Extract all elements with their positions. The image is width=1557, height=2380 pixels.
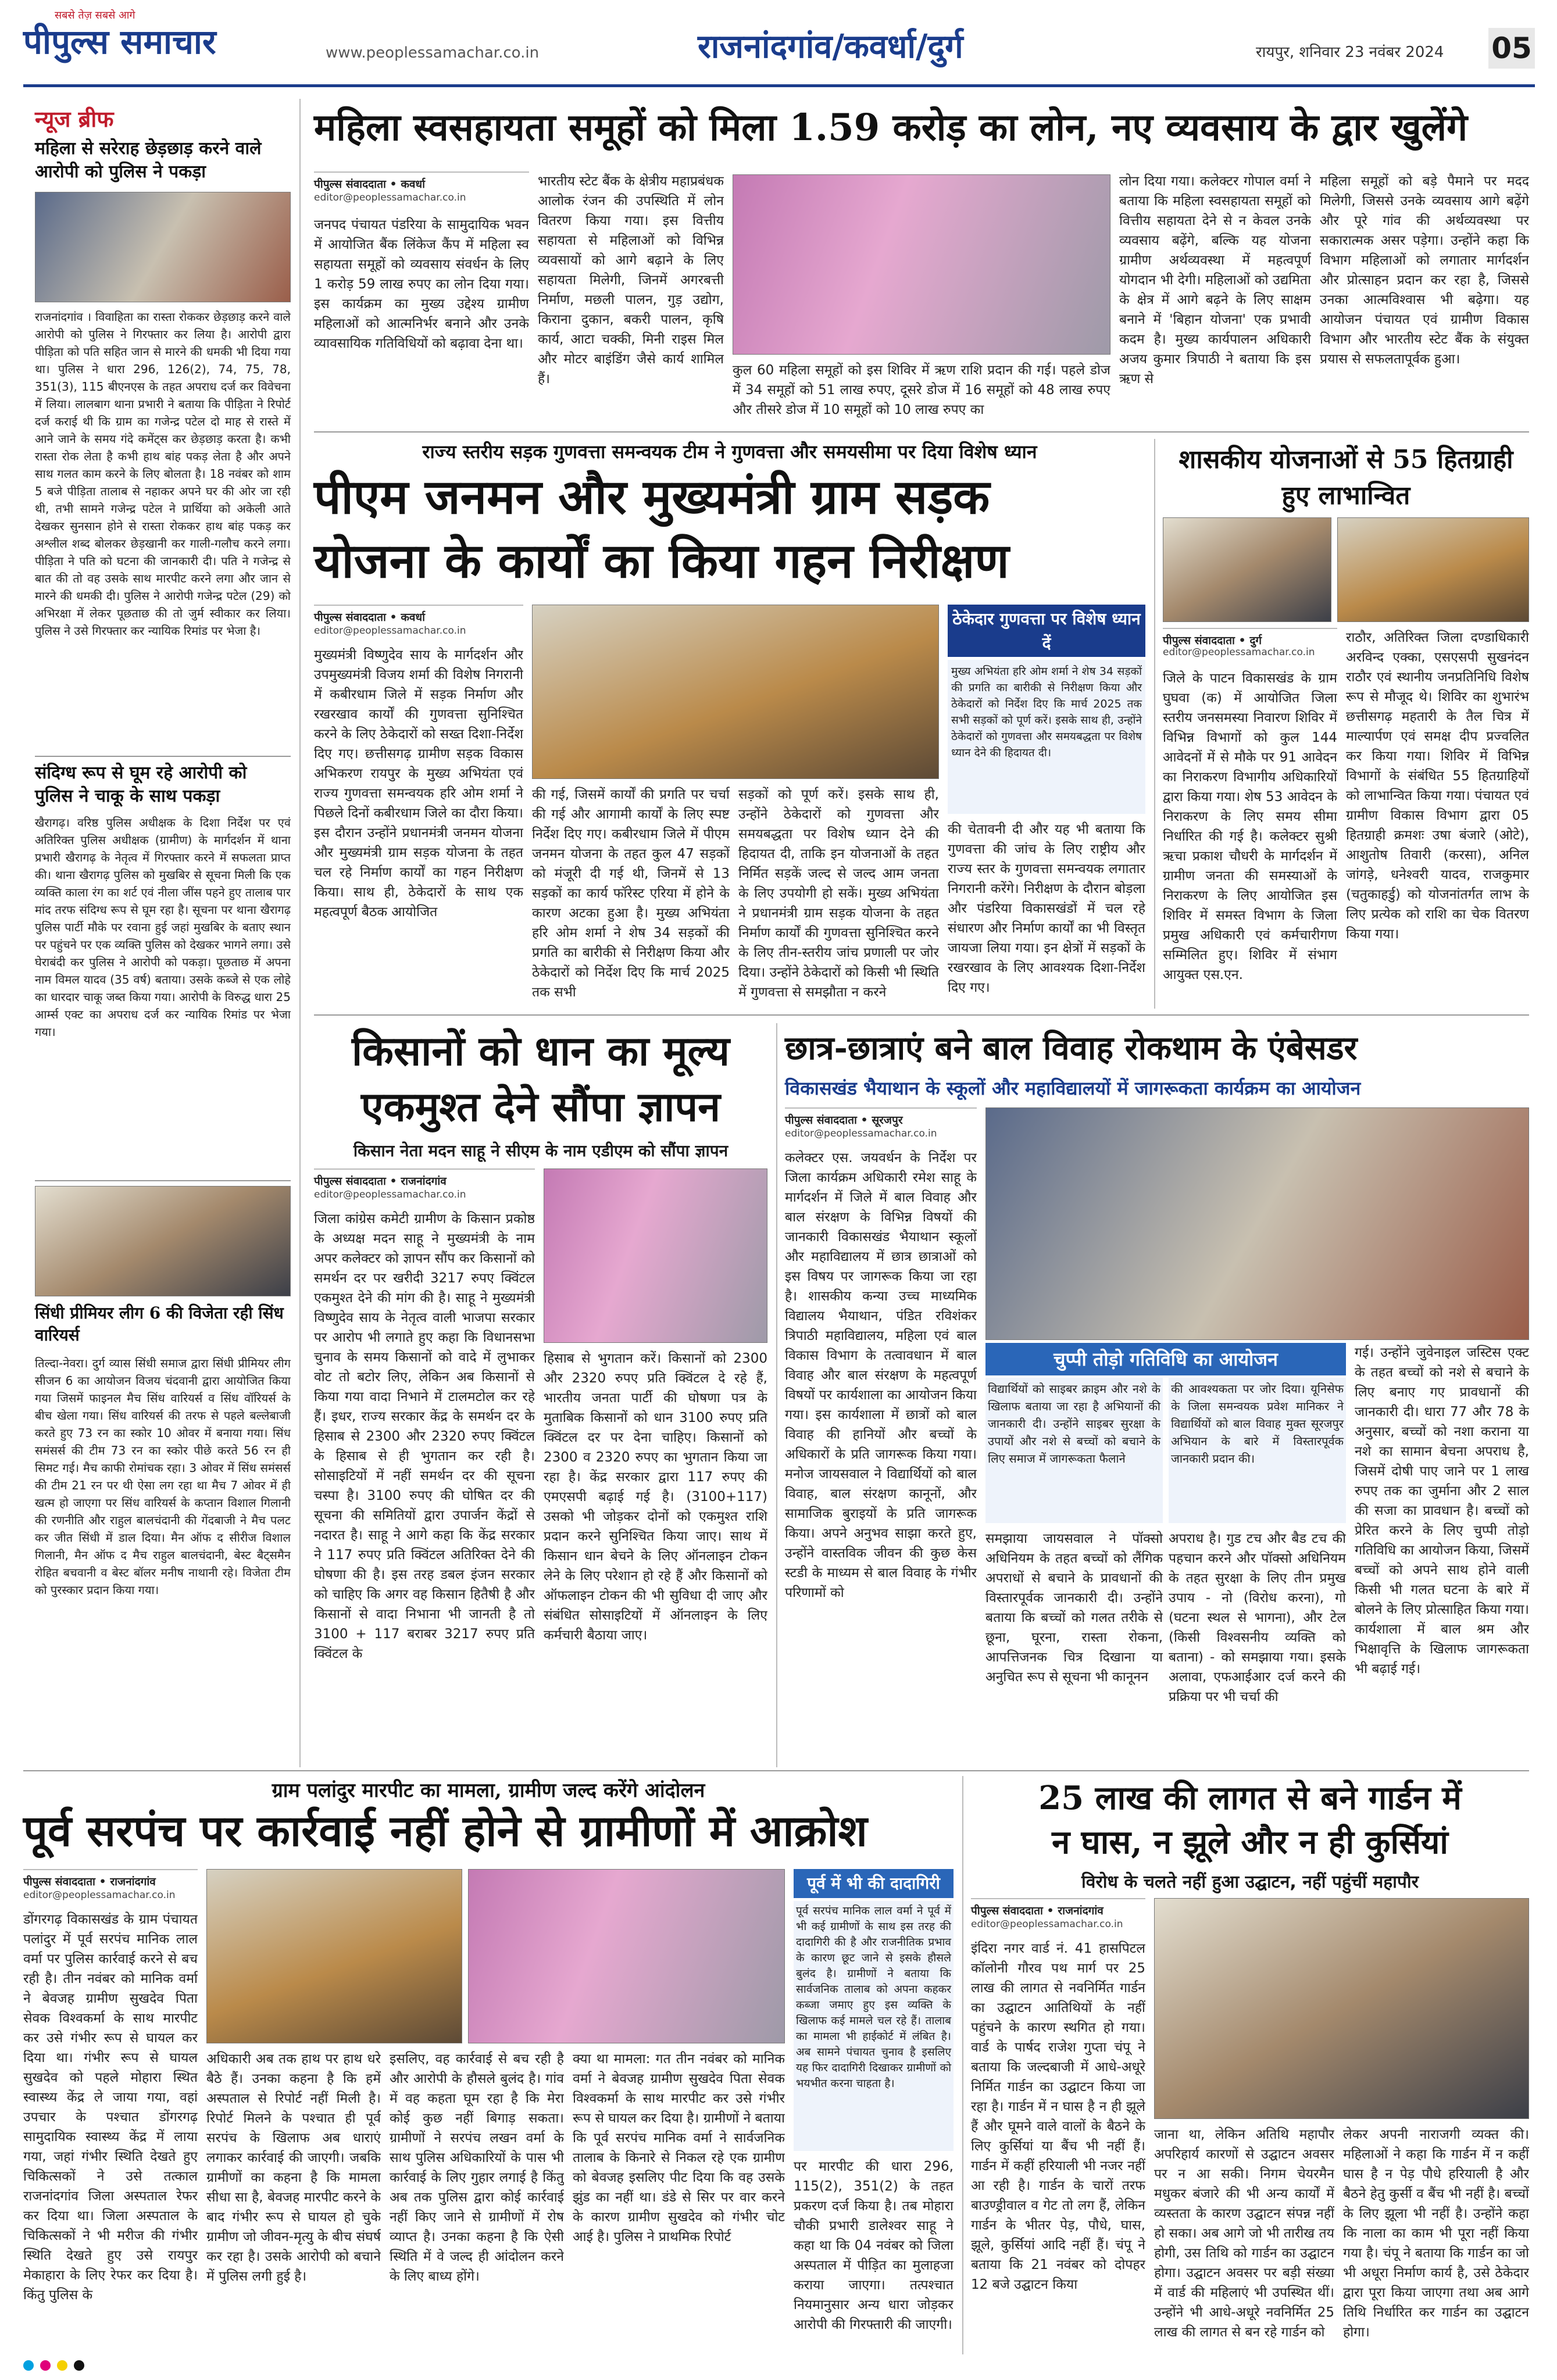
print-registration-marks [23,2360,1535,2372]
brief-1-photo [35,192,291,302]
brief-3-headline: सिंधी प्रीमियर लीग 6 की विजेता रही सिंध वारियर्स [35,1303,284,1345]
story-5-deck: विकासखंड भैयाथान के स्कूलों और महाविद्यालयों में जागरूकता कार्यक्रम का आयोजन [785,1077,1361,1099]
story-1-col-4: महिला समूहों को बड़े पैमाने पर मदद मिलेगी, जिससे उनके व्यवसाय आगे बढ़ेंगे और पूरे गांव की अर्थव्यवस्था पर सकारात्मक असर पड़ेगा। उन्होंने कहा कि विभाग महिलाओं को लगातार मार्गदर्शन और प्रोत्साहन प्रदान कर रहा है, जिससे उनका आत्मविश्वास भी बढ़ेगा। यह आयोजन पंचायत एवं ग्रामीण विकास विभाग और भारतीय स्टेट बैंक के संयुक्त प्रयास से सफलतापूर्वक हुआ। [1320,174,1529,367]
story-3-photo-2 [1337,517,1529,622]
story-6-col-5: पर मारपीट की धारा 296, 115(2), 351(2) के तहत प्रकरण दर्ज किया है। तब मोहारा चौकी प्रभारी डालेश्वर साहू ने कहा था कि 04 नवंबर को जिला अस्पताल में पीड़ित का मुलाहजा कराया जाएगा। तत्पश्चात नियमानुसार अन्य धारा जोड़कर आरोपी की गिरफ्तारी की जाएगी। [794,2159,954,2332]
story-6-box-head: पूर्व में भी की दादागिरी [794,1869,954,1898]
story-7-col-2: जाना था, लेकिन अतिथि महापौर अपरिहार्य कारणों से उद्घाटन अवसर पर न आ सकी। निगम चेयरमैन मधुकर बंजारे की भी अन्य कार्यों में व्यस्तता के कारण उद्घाटन संपन्न नहीं हो सका। अब आगे जो भी तारीख तय होगी, उस तिथि को गार्डन का उद्घाटन होगा। उद्घाटन अवसर पर बड़ी संख्या में वार्ड की महिलाएं भी उपस्थित थीं। उन्होंने भी आधे-अधूरे नवनिर्मित 25 लाख की लागत से बन रहे गार्डन को [1154,2127,1334,2340]
story-2-headline-line-2: योजना के कार्यों का किया गहन निरीक्षण [314,533,1009,589]
column-rule [1154,439,1155,1009]
story-7-headline-line-1: 25 लाख की लागत से बने गार्डन में [1038,1779,1462,1817]
story-6-photo-1 [206,1869,462,2043]
story-2-col-4: की चेतावनी दी और यह भी बताया कि गुणवत्ता की जांच के लिए राष्ट्रीय और राज्य स्तर के गुणवत्ता समन्वयक लगातार निगरानी करेंगे। निरीक्षण के दौरान बोड़ला और पंडरिया विकासखंडों में चल रहे संधारण और निर्माण कार्यों का भी विस्तृत जायजा लिया गया। इन क्षेत्रों में सड़कों के रखरखाव के लिए आवश्यक दिशा-निर्देश दिए गए। [948,822,1145,995]
story-3-email: editor@peoplessamachar.co.in [1163,646,1315,658]
story-6-box-body: पूर्व सरपंच मानिक लाल वर्मा ने पूर्व में भी कई ग्रामीणों के साथ इस तरह की दादागिरी की है और राजनीतिक प्रभाव के कारण छूट जाने से इसके हौसले बुलंद है। ग्रामीणों ने बताया कि सार्वजनिक तालाब को अपना कहकर कब्जा जमाए हुए इस व्यक्ति के खिलाफ कई मामले चल रहे हैं। तालाब का मामला भी हाईकोर्ट में लंबित है। अब सामने पंचायत चुनाव है इसलिए यह फिर दादागिरी दिखाकर ग्रामीणों को भयभीत करना चाहता है। [794,1901,954,2151]
divider [35,756,291,757]
story-5-box-col-1: विद्यार्थियों को साइबर क्राइम और नशे के खिलाफ बताया जा रहा है अभियानों की जानकारी दी। उन्होंने साइबर सुरक्षा के उपायों और नशे से बच्चों को बचाने के लिए समाज में जागरूकता फैलाने [985,1378,1163,1523]
story-5-byline: पीपुल्स संवाददाता • सूरजपुर [785,1107,977,1127]
brief-1-body: राजनांदगांव । विवाहिता का रास्ता रोककर छेड़छाड़ करने वाले आरोपी को पुलिस ने गिरफ्तार कर लिया है। आरोपी द्वारा पीड़िता को पति सहित जान से मारने की धमकी भी दिया गया था। पुलिस ने धारा 296, 126(2), 74, 75, 78, 351(3), 115 बीएनएस के तहत अपराध दर्ज कर विवेचना में लिया। लालबाग थाना प्रभारी ने बताया कि पीड़िता ने रिपोर्ट दर्ज कराई थी कि ग्राम का गजेन्द्र पटेल दो माह से रास्ते में आने जाने के समय गंदे कमेंट्स कर छेड़छाड़ करता है। कभी रास्ता रोक लेता है कभी हाथ बांह पकड़ लेता है और अपने साथ गलत काम करने के लिए बोलता है। 18 नवंबर को शाम 5 बजे पीड़िता तालाब से नहाकर अपने घर की ओर जा रही थी, तभी सामने गजेन्द्र पटेल ने प्रार्थिया को अकेली आते देखकर सुनसान होने से रास्ता रोककर हाथ बांह पकड़ कर अश्लील शब्द बोलकर छेड़खानी कर गाली-गलौच करने लगा। पीड़िता ने पति को घटना की जानकारी दी। पति ने गजेन्द्र से बात की तो वह उसके साथ मारपीट करने लगा और जान से मारने की धमकी दी। पुलिस ने आरोपी गजेन्द्र पटेल (29) को अभिरक्षा में लेकर पूछताछ की तो जुर्म स्वीकार कर लिया। पुलिस ने उसे गिरफ्तार कर न्यायिक रिमांड पर भेजा है। [35,310,291,638]
brief-label: न्यूज ब्रीफ [35,106,114,132]
story-6-col-3: इसलिए, वह कार्रवाई से बच रही है और आरोपी के हौसले बुलंद है। गांव में वह कहता घूम रहा है कि मेरा कोई कुछ नहीं बिगाड़ सकता। ग्रामीणों ने सरपंच लखन वर्मा के साथ पुलिस अधिकारियों के पास भी कार्रवाई के लिए गुहार लगाई है किंतु अब तक पुलिस द्वारा कोई कार्रवाई नहीं किए जाने से ग्रामीणों में रोष व्याप्त है। उनका कहना है कि ऐसी स्थिति में वे जल्द ही आंदोलन करने के लिए बाध्य होंगे। [390,2052,564,2284]
story-2-headline-line-1: पीएम जनमन और मुख्यमंत्री ग्राम सड़क [314,469,990,525]
story-5-box-head: चुप्पी तोड़ो गतिविधि का आयोजन [985,1343,1346,1375]
story-4-col-1: जिला कांग्रेस कमेटी ग्रामीण के किसान प्रकोष्ठ के अध्यक्ष मदन साहू ने मुख्यमंत्री के नाम अपर कलेक्टर को ज्ञापन सौंप कर किसानों को समर्थन दर पर खरीदी 3217 रुपए क्विंटल एकमुश्त देने की मांग की है। साहू ने मुख्यमंत्री विष्णुदेव साय के नेतृत्व वाली भाजपा सरकार पर आरोप भी लगाते हुए कहा कि विधानसभा चुनाव के समय किसानों को वादे में लुभाकर वोट तो बटोर लिए, लेकिन अब किसानों से किया गया वादा निभाने में टालमटोल कर रहे हैं। इधर, राज्य सरकार केंद्र के समर्थन दर के हिसाब से 2300 और 2320 रुपए क्विंटल के हिसाब से ही भुगतान कर रही है। सोसाइटियों में नहीं समर्थन दर की सूचना चस्पा है। 3100 रुपए की घोषित दर की सूचना की समितियों द्वारा उपार्जन केंद्रों से नदारत है। साहू ने आगे कहा कि केंद्र सरकार ने 117 रुपए प्रति क्विंटल अतिरिक्त देने की घोषणा की है। इस तरह डबल इंजन सरकार को चाहिए कि अगर वह किसान हितैषी है और किसानों से वादा निभाना भी जानती है तो 3100 + 117 बराबर 3217 रुपए प्रति क्विंटल के [314,1212,535,1661]
column-rule [299,99,301,1767]
brief-1-headline: महिला से सरेराह छेड़छाड़ करने वाले आरोपी को पुलिस ने पकड़ा [35,138,262,182]
column-rule [776,1023,777,1767]
story-5-headline: छात्र-छात्राएं बने बाल विवाह रोकथाम के एंबेसडर [785,1029,1358,1067]
story-7-headline-line-2: न घास, न झूले और न ही कुर्सियां [1052,1823,1448,1861]
story-1-col-2: भारतीय स्टेट बैंक के क्षेत्रीय महाप्रबंधक आलोक रंजन की उपस्थिति में लोन वितरण किया गया। इस वित्तीय सहायता से महिलाओं को विभिन्न व्यवसायों को आगे बढ़ाने के लिए सहायता मिलेगी, जिनमें अगरबत्ती निर्माण, मछली पालन, गुड़ उद्योग, किराना दुकान, बकरी पालन, कृषि कार्य, आटा चक्की, मिनी राइस मिल और मोटर बाइंडिंग जैसे कार्य शामिल हैं। [538,174,724,387]
story-3-headline: शासकीय योजनाओं से 55 हितग्राही हुए लाभान्वित [1179,445,1513,510]
story-1-email: editor@peoplessamachar.co.in [314,192,466,203]
newspaper-logo: पीपुल्स समाचार [23,22,216,62]
story-4-email: editor@peoplessamachar.co.in [314,1189,466,1200]
story-4-headline-line-2: एकमुश्त देने सौंपा ज्ञापन [360,1082,721,1131]
section-title: राजनांदगांव/कवर्धा/दुर्ग [698,27,963,66]
story-4-headline-line-1: किसानों को धान का मूल्य [351,1027,730,1075]
magenta-dot [40,2360,51,2371]
story-1-byline: पीपुल्स संवाददाता • कवर्धा [314,171,529,191]
black-dot [74,2360,84,2371]
story-7-photo [1154,1898,1529,2119]
story-4-byline: पीपुल्स संवाददाता • राजनांदगांव [314,1168,535,1188]
story-1-col-1: जनपद पंचायत पंडरिया के सामुदायिक भवन में आयोजित बैंक लिंकेज कैंप में महिला स्व सहायता समूहों को व्यवसाय संवर्धन के लिए 1 करोड़ 59 लाख रुपए का लोन दिया गया। इस कार्यक्रम का मुख्य उद्देश्य ग्रामीण महिलाओं को आत्मनिर्भर बनाने और उनके व्यावसायिक गतिविधियों को बढ़ावा देना था। [314,217,529,351]
divider [35,1180,291,1181]
story-7-byline: पीपुल्स संवाददाता • राजनांदगांव [971,1898,1145,1918]
story-2-photo [532,605,939,779]
story-1-headline: महिला स्वसहायता समूहों को मिला 1.59 करोड़ का लोन, नए व्यवसाय के द्वार खुलेंगे [314,106,1468,149]
website-url: www.peoplessamachar.co.in [326,44,540,62]
story-2-email: editor@peoplessamachar.co.in [314,625,466,637]
story-3-col-2: राठौर, अतिरिक्त जिला दण्डाधिकारी अरविन्द एक्का, एसएसपी सुखनंदन राठौर एवं स्थानीय जनप्रतिनिधि विशेष रूप से मौजूद थे। शिविर का शुभारंभ छत्तीसगढ़ महतारी के तैल चित्र में माल्यार्पण एवं समक्ष दीप प्रज्वलित कर किया गया। शिविर में विभिन्न विभागों के संबंधित 55 हितग्राहियों को लाभान्वित किया गया। पंचायत एवं ग्रामीण विकास विभाग द्वारा 05 हितग्राही क्रमशः उषा बंजारे (ओटे), आशुतोष तिवारी (करसा), अनिल जांगड़े, धनेश्वरी यादव, राजकुमार (चतुकाहर्डु) को योजनांतर्गत लाभ के लिए प्रत्येक को राशि का चेक वितरण किया गया। [1346,630,1529,942]
masthead [23,9,1535,87]
story-7-col-3: लेकर अपनी नाराजगी व्यक्त की। महिलाओं ने कहा कि गार्डन में न कहीं घास है न पेड़ पौधे हरियाली है और बैठने हेतु कुर्सी व बैंच भी नहीं है। बच्चों के लिए झूला भी नहीं है। उन्होंने कहा कि नाला का काम भी पूरा नहीं किया गया है। चंपू ने बताया कि गार्डन का जो भी अधूरा निर्माण कार्य है, उसे ठेकेदार द्वारा पूरा किया जाएगा तथा अब आगे तिथि निर्धारित कर गार्डन का उद्घाटन होगा। [1343,2127,1529,2340]
story-6-email: editor@peoplessamachar.co.in [23,1889,176,1901]
cyan-dot [23,2360,34,2371]
brief-2-headline: संदिग्ध रूप से घूम रहे आरोपी को पुलिस ने चाकू के साथ पकड़ा [35,763,247,806]
story-1-col-3: लोन दिया गया। कलेक्टर गोपाल वर्मा ने बताया कि महिला स्वसहायता समूहों को वित्तीय सहायता देने से न केवल उनके व्यवसाय बढ़ेंगे, बल्कि यह योजना ग्रामीण अर्थव्यवस्था में महत्वपूर्ण योगदान भी देगी। महिलाओं को उद्यमिता के क्षेत्र में आगे बढ़ने के लिए साक्षम बनाने में 'बिहान योजना' एक प्रभावी कदम है। मुख्य कार्यपालन अधिकारी अजय कुमार त्रिपाठी ने बताया कि इस ऋण से [1119,174,1311,387]
story-5-photo [985,1107,1529,1340]
story-4-col-2: हिसाब से भुगतान करें। किसानों को 2300 और 2320 रुपए प्रति क्विंटल दे रहे हैं, भारतीय जनता पार्टी की घोषणा पत्र के मुताबिक किसानों को धान 3100 रुपए प्रति क्विंटल दर पर देना चाहिए। किसानों को 2300 व 2320 रुपए का भुगतान किया जा रहा है। केंद्र सरकार द्वारा 117 रुपए की एमएसपी बढ़ाई गई है। (3100+117) उसको भी जोड़कर दोनों को एकमुश्त राशि प्रदान करने सुनिश्चित किया जाए। साथ में किसान धान बेचने के लिए ऑनलाइन टोकन लेने के लिए परेशान हो रहे हैं और किसानों को ऑफलाइन टोकन की भी सुविधा दी जाए और संबंधित सोसाइटियों में ऑनलाइन के लिए कर्मचारी बैठाया जाए। [544,1351,767,1643]
story-2-box-head: ठेकेदार गुणवत्ता पर विशेष ध्यान दें [948,605,1145,657]
story-1-photo-caption: कुल 60 महिला समूहों को इस शिविर में ऋण राशि प्रदान की गई। पहले डोज में 34 समूहों को 51 लाख रुपए, दूसरे डोज में 16 समूहों को 48 लाख रुपए और तीसरे डोज में 10 समूहों को 10 लाख रुपए का [733,363,1110,417]
story-5-box-col-2: की आवश्यकता पर जोर दिया। यूनिसेफ के जिला समन्वयक प्रवेश मानिकर ने विद्यार्थियों को बाल विवाह मुक्त सूरजपुर अभियान के बारे में विस्तारपूर्वक जानकारी प्रदान की। [1169,1378,1346,1523]
story-6-headline: पूर्व सरपंच पर कार्रवाई नहीं होने से ग्रामीणों में आक्रोश [23,1806,867,1856]
story-5-col-4: गई। उन्होंने जुवेनाइल जस्टिस एक्ट के तहत बच्चों को नशे से बचाने के लिए बनाए गए प्रावधानों की जानकारी दी। धारा 77 और 78 के अनुसार, बच्चों को नशा कराना या नशे का सामान बेचना अपराध है, जिसमें दोषी पाए जाने पर 1 लाख रुपए तक का जुर्माना और 2 साल की सजा का प्रावधान है। बच्चों को प्रेरित करने के लिए चुप्पी तोड़ो गतिविधि का आयोजन किया, जिसमें बच्चों को अपने साथ होने वाली किसी भी गलत घटना के बारे में बोलने के लिए प्रोत्साहित किया गया। कार्यशाला में बाल श्रम और भिक्षावृत्ति के खिलाफ जागरूकता भी बढ़ाई गई। [1355,1345,1529,1677]
divider [314,431,1529,433]
yellow-dot [57,2360,67,2371]
story-7-deck: विरोध के चलते नहीं हुआ उद्घाटन, नहीं पहुंचीं महापौर [1081,1872,1419,1892]
divider [23,1770,1529,1771]
issue-date: रायपुर, शनिवार 23 नवंबर 2024 [1256,44,1444,61]
story-6-col-4: क्या था मामला: गत तीन नवंबर को मानिक वर्मा ने बेवजह ग्रामीण सुखदेव पिता सेवक विश्वकर्मा के साथ मारपीट कर उसे गंभीर रूप से घायल कर दिया है। ग्रामीणों ने बताया कि पूर्व सरपंच मानिक वर्मा ने सार्वजनिक तालाब के किनारे से निकल रहे एक ग्रामीण को बेवजह इसलिए पीट दिया कि वह उसके झुंड का नहीं था। डंडे से सिर पर वार करने के कारण ग्रामीण सुखदेव को गंभीर चोट आई है। पुलिस ने प्राथमिक रिपोर्ट [573,2052,785,2245]
story-3-byline: पीपुल्स संवाददाता • दुर्ग [1163,628,1337,648]
story-4-photo [544,1168,767,1343]
story-2-col-1: मुख्यमंत्री विष्णुदेव साय के मार्गदर्शन और उपमुख्यमंत्री विजय शर्मा की विशेष निगरानी में कबीरधाम जिले में सड़क निर्माण और रखरखाव कार्यों की गुणवत्ता सुनिश्चित करने के लिए ठेकेदारों को सख्त दिशा-निर्देश दिए गए। छत्तीसगढ़ ग्रामीण सड़क विकास अभिकरण रायपुर के मुख्य अभियंता एवं राज्य गुणवत्ता समन्वयक हरि ओम शर्मा ने पिछले दिनों कबीरधाम जिले का दौरा किया। इस दौरान उन्होंने प्रधानमंत्री जनमन योजना और मुख्यमंत्री ग्राम सड़क योजना के तहत चल रहे निर्माण कार्यों का गहन निरीक्षण किया। साथ ही, ठेकेदारों के साथ एक महत्वपूर्ण बैठक आयोजित [314,648,523,920]
brief-3-body: तिल्दा-नेवरा। दुर्ग व्यास सिंधी समाज द्वारा सिंधी प्रीमियर लीग सीजन 6 का आयोजन विजय चंदवानी द्वारा आयोजित किया गया जिसमें फाइनल मैच सिंध वारियर्स व सिंध वॉरियर्स के बीच खेला गया। सिंध वारियर्स की तरफ से पहले बल्लेबाजी करते हुए 73 रन का स्कोर 10 ओवर में बनाया गया। सिंध समंसर्स की टीम 73 रन का स्कोर पीछे करते 56 रन ही सिमट गई। मैच काफी रोमांचक रहा। 3 ओवर में सिंध समंसर्स की टीम 21 रन पर थी ऐसा लग रहा था मैच 7 ओवर में ही खत्म हो जाएगा पर सिंध वारियर्स के कप्तान विशाल गिलानी की रणनीति और राहुल बालचंदानी की गेंदबाजी ने मैच पलट कर जीत सिंधी में डाल दिया। मैन ऑफ द सीरीज विशाल गिलानी, मैन ऑफ द मैच राहुल बालचंदानी, बेस्ट बैट्समैन रोहित बचवानी व बेस्ट बॉलर मनीष नाथानी रहे। विजेता टीम को पुरस्कार प्रदान किया गया। [35,1356,291,1597]
story-5-col-1: कलेक्टर एस. जयवर्धन के निर्देश पर जिला कार्यक्रम अधिकारी रमेश साहू के मार्गदर्शन में जिले में बाल विवाह और बाल संरक्षण के विभिन्न विषयों की जानकारी विकासखंड भैयाथान स्कूलों और महाविद्यालय में छात्र छात्राओं को इस विषय पर जागरूक किया जा रहा है। शासकीय कन्या उच्च माध्यमिक विद्यालय भैयाथान, पंडित रविशंकर त्रिपाठी महाविद्यालय, महिला एवं बाल विकास विभाग के तत्वावधान में बाल विवाह और बाल संरक्षण के महत्वपूर्ण विषयों पर कार्यशाला का आयोजन किया गया। इस कार्यशाला में छात्रों को बाल विवाह की हानियों और बच्चों के अधिकारों के प्रति जागरूक किया गया। मनोज जायसवाल ने विद्यार्थियों को बाल विवाह, बाल संरक्षण कानूनों, और सामाजिक बुराइयों के प्रति जागरूक किया। अपने अनुभव साझा करते हुए, उन्होंने वास्तविक जीवन की कुछ केस स्टडी के माध्यम से बाल विवाह के गंभीर परिणामों को [785,1150,977,1600]
story-6-photo-2 [468,1869,785,2043]
column-rule [962,1776,963,2354]
story-7-email: editor@peoplessamachar.co.in [971,1918,1123,1930]
divider [314,1014,1529,1016]
story-6-byline: पीपुल्स संवाददाता • राजनांदगांव [23,1869,198,1889]
story-3-photo-1 [1163,517,1331,622]
story-5-email: editor@peoplessamachar.co.in [785,1128,937,1139]
story-7-col-1: इंदिरा नगर वार्ड नं. 41 हासपिटल कॉलोनी गौरव पथ मार्ग पर 25 लाख की लागत से नवनिर्मित गार्डन का उद्घाटन आतिथियों के नहीं पहुंचने के कारण स्थगित हो गया। वार्ड के पार्षद राजेश गुप्ता चंपू ने बताया कि जल्दबाजी में आधे-अधूरे निर्मित गार्डन का उद्घाटन किया जा रहा है। गार्डन में न घास है न ही झूले हैं और घूमने वाले वालों के बैठने के लिए कुर्सियां या बैंच भी नहीं हैं। गार्डन में कहीं हरियाली भी नजर नहीं आ रही है। गार्डन के चारों तरफ बाउण्ड्रीवाल व गेट तो लग हैं, लेकिन गार्डन के भीतर पेड़, पौधे, घास, झूले, कुर्सियां आदि नहीं हैं। चंपू ने बताया कि 21 नवंबर को दोपहर 12 बजे उद्घाटन किया [971,1941,1145,2292]
story-2-kicker: राज्य स्तरीय सड़क गुणवत्ता समन्वयक टीम ने गुणवत्ता और समयसीमा पर दिया विशेष ध्यान [422,441,1037,463]
story-2-box-body: मुख्य अभियंता हरि ओम शर्मा ने शेष 34 सड़कों की प्रगति का बारीकी से निरीक्षण किया और ठेकेदारों को निर्देश दिए कि मार्च 2025 तक सभी सड़कों को पूर्ण करें। इसके साथ ही, उन्होंने ठेकेदारों को गुणवत्ता और समयबद्धता पर विशेष ध्यान देने की हिदायत दी। [948,660,1145,814]
story-4-deck: किसान नेता मदन साहू ने सीएम के नाम एडीएम को सौंपा ज्ञापन [353,1141,728,1160]
page-number: 05 [1488,28,1535,69]
brief-3-photo [35,1186,291,1296]
logo-tagline: सबसे तेज़ सबसे आगे [55,9,135,22]
story-2-byline: पीपुल्स संवाददाता • कवर्धा [314,605,523,624]
brief-2-body: खैरागढ़। वरिष्ठ पुलिस अधीक्षक के दिशा निर्देश पर एवं अतिरिक्त पुलिस अधीक्षक (ग्रामीण) के मार्गदर्शन में थाना प्रभारी खैरागढ़ के नेतृत्व में गिरफ्तार करने में सफलता प्राप्त की। थाना खैरागढ़ पुलिस को मुखबिर से सूचना मिली कि एक व्यक्ति काला रंग का शर्ट एवं नीला जींस पहने हुए तालाब पार मांद तरफ संदिग्ध रूप से घूम रहा है। सूचना पर थाना खैरागढ़ पुलिस पार्टी मौके पर रवाना हुई जहां मुखबिर के बताए स्थान पर पहुंचने पर एक व्यक्ति पुलिस को देखकर भागने लगा। उसे घेराबंदी कर पुलिस ने आरोपी को पकड़ा। पूछताछ में अपना नाम विमल यादव (35 वर्ष) बताया। उसके कब्जे से एक लोहे का धारदार चाकू जब्त किया गया। आरोपी के विरुद्ध धारा 25 आर्म्स एक्ट का अपराध दर्ज कर न्यायिक रिमांड पर भेजा गया। [35,816,291,1039]
story-2-col-3: सड़कों को पूर्ण करें। इसके साथ ही, उन्होंने ठेकेदारों को गुणवत्ता और समयबद्धता पर विशेष ध्यान देने की हिदायत दी, ताकि इन योजनाओं के तहत निर्मित सड़कें जल्द से जल्द आम जनता के लिए उपयोगी हो सकें। मुख्य अभियंता ने प्रधानमंत्री ग्राम सड़क योजना के तहत निर्माण कार्यों की गुणवत्ता सुनिश्चित करने के लिए तीन-स्तरीय जांच प्रणाली पर जोर दिया। उन्होंने ठेकेदारों को किसी भी स्थिति में गुणवत्ता से समझौता न करने [738,787,939,1000]
story-3-col-1: जिले के पाटन विकासखंड के ग्राम घुघवा (क) में आयोजित जिला स्तरीय जनसमस्या निवारण शिविर में विभिन्न विभागों को कुल 144 आवेदनों में से मौके पर 91 आवेदन का निराकरण विभागीय अधिकारियों द्वारा किया गया। शेष 53 आवेदन के निराकरण के लिए समय सीमा निर्धारित की गई है। कलेक्टर सुश्री ऋचा प्रकाश चौधरी के मार्गदर्शन में ग्रामीण जनता की समस्याओं के निराकरण के लिए आयोजित इस शिविर में समस्त विभाग के जिला प्रमुख अधिकारी एवं कर्मचारीगण सम्मिलित हुए। शिविर में संभाग आयुक्त एस.एन. [1163,671,1337,982]
story-2-col-2: की गई, जिसमें कार्यों की प्रगति पर चर्चा की गई और आगामी कार्यों के लिए स्पष्ट निर्देश दिए गए। कबीरधाम जिले में पीएम जनमन योजना के तहत कुल 47 सड़कों को मंजूरी दी गई थी, जिनमें से 13 सड़कों का कार्य फॉरेस्ट एरिया में होने के कारण अटका हुआ है। मुख्य अभियंता हरि ओम शर्मा ने शेष 34 सड़कों की प्रगति का बारीकी से निरीक्षण किया और ठेकेदारों को निर्देश दिए कि मार्च 2025 तक सभी [532,787,730,1000]
story-6-col-2: अधिकारी अब तक हाथ पर हाथ धरे बैठे हैं। उनका कहना है कि हमें अस्पताल से रिपोर्ट नहीं मिली है। रिपोर्ट मिलने के पश्चात ही पूर्व सरपंच के खिलाफ अब धाराएं लगाकर कार्रवाई की जाएगी। जबकि ग्रामीणों का कहना है कि मामला सीधा सा है, बेवजह मारपीट करने के बाद गंभीर रूप से घायल हो चुके ग्रामीण जो जीवन-मृत्यु के बीच संघर्ष कर रहा है। उसके आरोपी को बचाने में पुलिस लगी हुई है। [206,2052,381,2284]
story-6-col-1: डोंगरगढ़ विकासखंड के ग्राम पंचायत पलांदुर में पूर्व सरपंच मानिक लाल वर्मा पर पुलिस कार्रवाई करने से बच रही है। तीन नवंबर को मानिक वर्मा ने बेवजह ग्रामीण सुखदेव पिता सेवक विश्वकर्मा के साथ मारपीट कर उसे गंभीर रूप से घायल कर दिया था। गंभीर रूप से घायल सुखदेव को पहले मोहारा स्थित स्वास्थ्य केंद्र ले जाया गया, वहां उपचार के पश्चात डोंगरगढ़ सामुदायिक स्वास्थ्य केंद्र में लाया गया, जहां गंभीर स्थिति देखते हुए चिकित्सकों ने उसे तत्काल राजनांदगांव जिला अस्पताल रेफर कर दिया था। जिला अस्पताल के चिकित्सकों ने भी मरीज की गंभीर स्थिति देखते हुए उसे रायपुर मेकाहारा के लिए रेफर कर दिया है। किंतु पुलिस के [23,1912,198,2303]
story-5-col-3: अपराध है। गुड टच और बैड टच की पहचान करने और पॉक्सो अधिनियम के तहत सुरक्षा के लिए तीन प्रमुख उपाय - नो (विरोध करना), गो (घटना स्थल से भागना), और टेल (किसी विश्वसनीय व्यक्ति को बताना) - को समझाया गया। इसके अलावा, एफआईआर दर्ज करने की प्रक्रिया पर भी चर्चा की [1169,1531,1346,1704]
story-5-col-2: समझाया जायसवाल ने पॉक्सो अधिनियम के तहत बच्चों को लैंगिक अपराधों से बचाने के प्रावधानों की विस्तारपूर्वक जानकारी दी। उन्होंने बताया कि बच्चों को गलत तरीके से छूना, घूरना, रास्ता रोकना, आपत्तिजनक चित्र दिखाना या अनुचित रूप से सूचना भी कानूनन [985,1531,1163,1685]
story-6-kicker: ग्राम पलांदुर मारपीट का मामला, ग्रामीण जल्द करेंगे आंदोलन [272,1779,705,1802]
story-1-photo [733,174,1110,355]
